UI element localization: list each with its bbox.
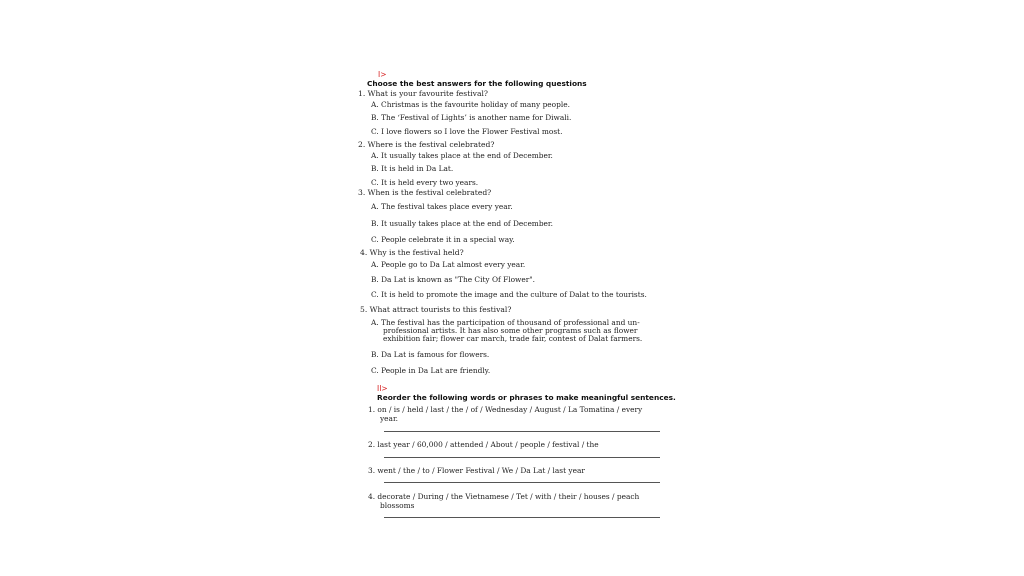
q3-option-c: C. People celebrate it in a special way.	[371, 235, 515, 244]
reorder-item-3-line1: 3. went / the / to / Flower Festival / We / Da Lat / last year	[368, 466, 585, 475]
reorder-item-1-line1: 1. on / is / held / last / the / of / Wednesday / August / La Tomatina / every	[368, 405, 643, 414]
q1-option-b: B. The ‘Festival of Lights’ is another name for Diwali.	[371, 113, 572, 122]
q4-option-c: C. It is held to promote the image and the culture of Dalat to the tourists.	[371, 290, 647, 299]
question-5: 5. What attract tourists to this festival?	[360, 305, 512, 314]
answer-line-2[interactable]	[384, 457, 660, 458]
q2-option-c: C. It is held every two years.	[371, 178, 479, 187]
reorder-item-4-line2: blossoms	[380, 501, 415, 510]
section-1-heading: Choose the best answers for the following questions	[367, 79, 587, 88]
q5-option-c: C. People in Da Lat are friendly.	[371, 366, 491, 375]
q1-option-c: C. I love flowers so I love the Flower Festival most.	[371, 127, 563, 136]
q1-option-a: A. Christmas is the favourite holiday of many people.	[371, 100, 570, 109]
section-2-heading: Reorder the following words or phrases to make meaningful sentences.	[377, 393, 676, 402]
section-1-number: I>	[378, 70, 387, 79]
question-3: 3. When is the festival celebrated?	[358, 188, 492, 197]
question-2: 2. Where is the festival celebrated?	[358, 140, 495, 149]
reorder-item-1-line2: year.	[380, 414, 399, 423]
answer-line-4[interactable]	[384, 517, 660, 518]
q5-option-a-line2: professional artists. It has also some other programs such as flower	[383, 326, 638, 335]
q3-option-b: B. It usually takes place at the end of December.	[371, 219, 553, 228]
question-1: 1. What is your favourite festival?	[358, 89, 488, 98]
q2-option-b: B. It is held in Da Lat.	[371, 164, 454, 173]
q5-option-a-line3: exhibition fair; flower car march, trade fair, contest of Dalat farmers.	[383, 334, 643, 343]
reorder-item-2-line1: 2. last year / 60,000 / attended / About / people / festival / the	[368, 440, 599, 449]
q3-option-a: A. The festival takes place every year.	[371, 202, 513, 211]
answer-line-1[interactable]	[384, 431, 660, 432]
q5-option-a-line1: A. The festival has the participation of thousand of professional and un-	[371, 318, 640, 327]
q2-option-a: A. It usually takes place at the end of December.	[371, 151, 553, 160]
reorder-item-4-line1: 4. decorate / During / the Vietnamese / Tet / with / their / houses / peach	[368, 492, 640, 501]
section-2-number: II>	[377, 384, 388, 393]
answer-line-3[interactable]	[384, 482, 660, 483]
q4-option-a: A. People go to Da Lat almost every year.	[371, 260, 526, 269]
question-4: 4. Why is the festival held?	[360, 248, 464, 257]
q5-option-b: B. Da Lat is famous for flowers.	[371, 350, 490, 359]
q4-option-b: B. Da Lat is known as "The City Of Flower".	[371, 275, 536, 284]
